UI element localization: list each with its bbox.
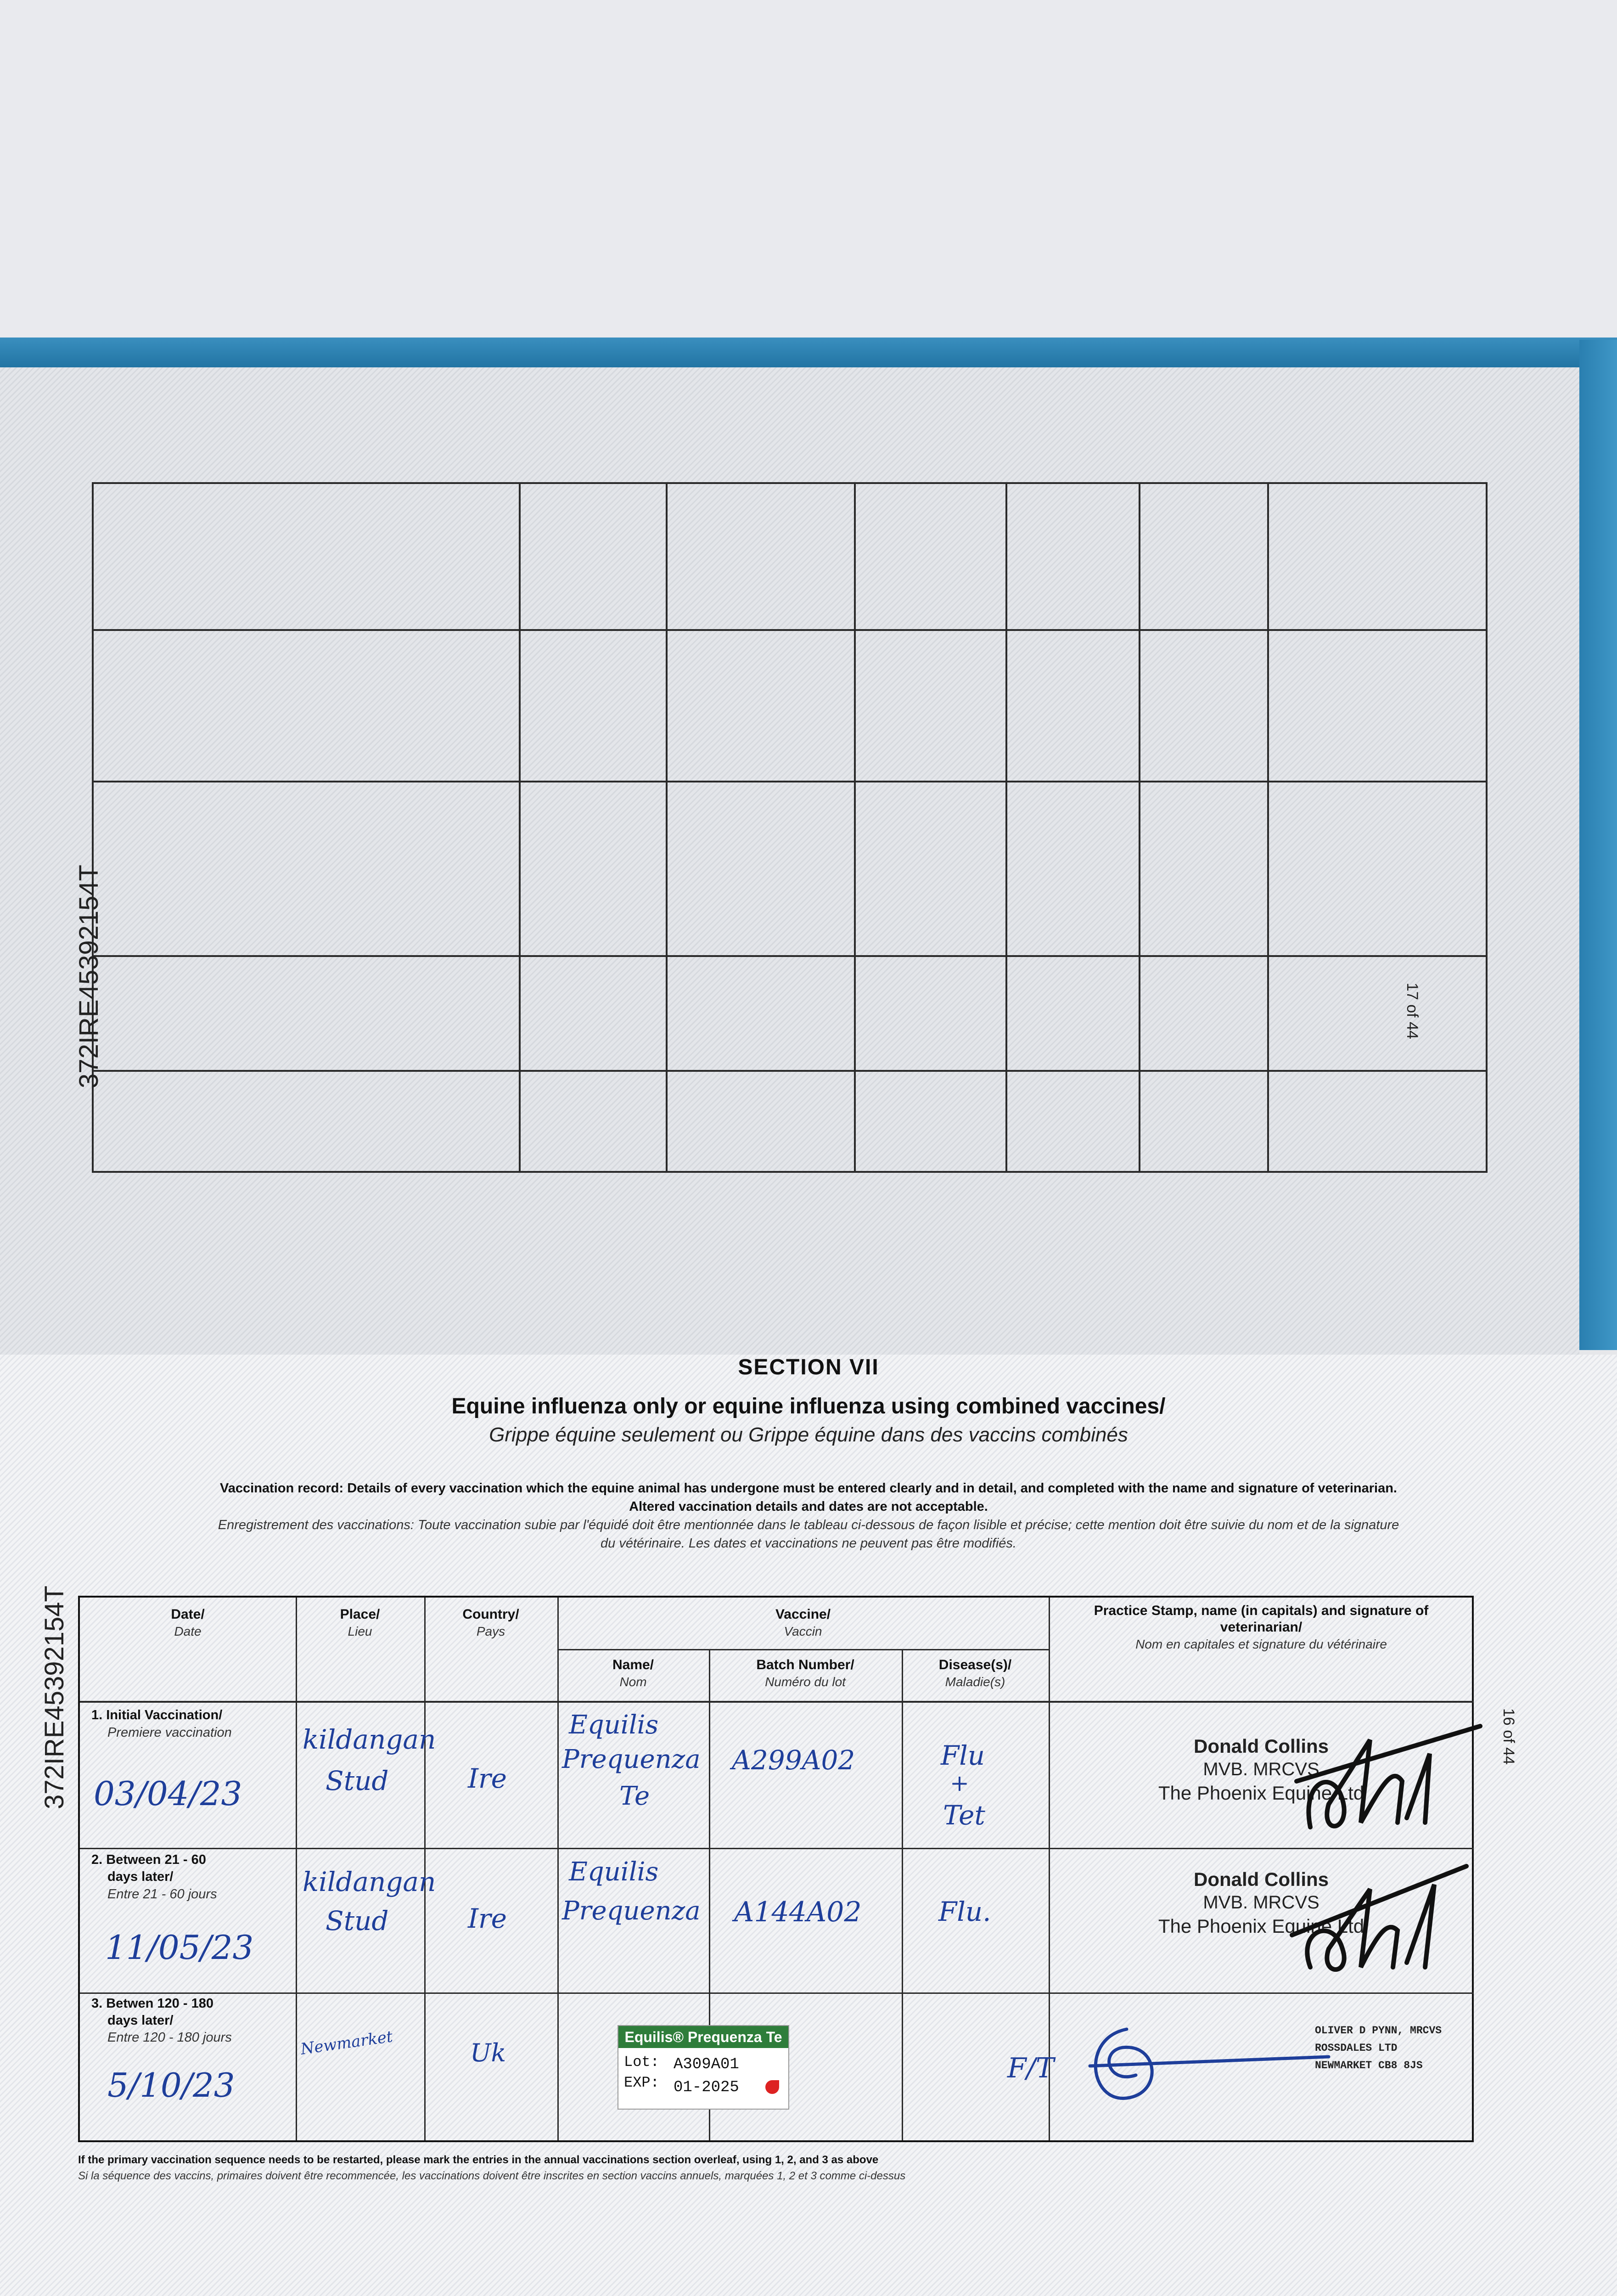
serial-number-upper: 372IRE45392154T <box>74 865 104 1088</box>
header-vaccine-fr: Vaccin <box>784 1624 822 1638</box>
header-country: Country/ <box>462 1607 519 1622</box>
row-3-disease: F/T <box>1007 2052 1054 2084</box>
sticker-lot-label: Lot: <box>624 2054 659 2071</box>
instruction-fr-1: Enregistrement des vaccinations: Toute vaccination subie par l'équidé doit être mentionnée dans le tableau ci-dessous de façon lisible et précise; cette mention doit être suivie du nom et de la signature <box>218 1518 1399 1532</box>
row-3-label-2: days later/ <box>107 2013 174 2028</box>
serial-number-lower: 372IRE45392154T <box>39 1586 69 1809</box>
header-place-fr: Lieu <box>348 1624 372 1638</box>
row-2-batch: A144A02 <box>734 1896 862 1928</box>
row-2-label-fr: Entre 21 - 60 jours <box>107 1887 217 1902</box>
row-2-date: 11/05/23 <box>105 1928 254 1967</box>
row-1-signature <box>1292 1712 1485 1841</box>
header-name-fr: Nom <box>619 1675 647 1689</box>
header-practice-2: veterinarian/ <box>1220 1620 1303 1635</box>
row-3-stamp-1: OLIVER D PYNN, MRCVS <box>1315 2025 1442 2037</box>
header-country-fr: Pays <box>476 1624 505 1638</box>
upper-page-table <box>92 482 1488 1171</box>
section-heading-en: Equine influenza only or equine influenza using combined vaccines/ <box>451 1394 1166 1418</box>
instruction-en-2: Altered vaccination details and dates are not acceptable. <box>629 1499 988 1514</box>
row-1-vet-practice: The Phoenix Equine Ltd <box>1158 1782 1364 1804</box>
header-batch: Batch Number/ <box>756 1657 854 1672</box>
header-disease: Disease(s)/ <box>938 1657 1012 1672</box>
row-2-country: Ire <box>468 1903 507 1934</box>
row-1-vaccine-3: Te <box>619 1781 650 1811</box>
row-2-label-2: days later/ <box>107 1869 174 1884</box>
sticker-lot: A309A01 <box>674 2056 739 2073</box>
row-1-vaccine-2: Prequenza <box>562 1745 701 1774</box>
row-3-label-fr: Entre 120 - 180 jours <box>107 2030 232 2045</box>
row-1-country: Ire <box>468 1763 507 1794</box>
page-number-upper: 17 of 44 <box>1404 983 1421 1039</box>
row-1-batch: A299A02 <box>732 1745 855 1776</box>
footer-note-fr: Si la séquence des vaccins, primaires doivent être recommencée, les vaccinations doivent être inscrites en section vaccins annuels, marquées 1, 2 et 3 comme ci-dessus <box>78 2170 906 2182</box>
row-3-date: 5/10/23 <box>107 2066 235 2105</box>
row-1-place-1: kildangan <box>303 1724 436 1755</box>
row-2-vaccine-2: Prequenza <box>562 1896 701 1926</box>
row-2-place-2: Stud <box>326 1905 389 1936</box>
row-1-label: 1. Initial Vaccination/ <box>91 1708 223 1722</box>
row-2-vet-name: Donald Collins <box>1194 1868 1329 1890</box>
row-2-label: 2. Between 21 - 60 <box>91 1852 206 1867</box>
row-1-vaccine-1: Equilis <box>569 1710 659 1740</box>
header-name: Name/ <box>612 1657 654 1672</box>
sticker-red-mark <box>765 2080 779 2094</box>
instruction-en-1: Vaccination record: Details of every vaccination which the equine animal has undergone must be entered clearly and in detail, and completed with the name and signature of veterinarian. <box>220 1481 1397 1496</box>
row-2-signature <box>1283 1857 1476 1981</box>
row-1-label-fr: Premiere vaccination <box>107 1725 232 1740</box>
row-1-date: 03/04/23 <box>94 1774 242 1813</box>
page-number-lower: 16 of 44 <box>1500 1708 1517 1765</box>
instruction-fr-2: du vétérinaire. Les dates et vaccinations ne peuvent pas être modifiés. <box>601 1536 1016 1551</box>
row-2-vet-quals: MVB. MRCVS <box>1203 1892 1319 1913</box>
row-2-vet-practice: The Phoenix Equine Ltd <box>1158 1915 1364 1937</box>
row-3-place-1: Newmarket <box>299 2027 394 2059</box>
header-place: Place/ <box>340 1607 380 1622</box>
row-2-vaccine-1: Equilis <box>569 1857 659 1887</box>
row-1-vet-name: Donald Collins <box>1194 1735 1329 1757</box>
sticker-brand: Equilis® Prequenza Te <box>618 2026 788 2048</box>
row-3-stamp-2: ROSSDALES LTD <box>1315 2042 1398 2054</box>
row-1-disease-2: + <box>950 1770 969 1796</box>
row-3-label: 3. Betwen 120 - 180 <box>91 1996 213 2011</box>
vaccine-label-sticker <box>618 2025 789 2110</box>
sticker-exp-label: EXP: <box>624 2074 659 2091</box>
passport-cover-side <box>1579 340 1617 1350</box>
row-1-place-2: Stud <box>326 1765 389 1796</box>
scanner-background <box>0 0 1617 340</box>
row-2-place-1: kildangan <box>303 1866 436 1897</box>
header-disease-fr: Maladie(s) <box>945 1675 1005 1689</box>
row-2-disease-1: Flu. <box>938 1896 991 1927</box>
row-3-stamp-3: NEWMARKET CB8 8JS <box>1315 2060 1423 2071</box>
header-date: Date/ <box>171 1607 205 1622</box>
header-batch-fr: Numéro du lot <box>765 1675 846 1689</box>
row-3-country: Uk <box>470 2038 506 2067</box>
header-practice: Practice Stamp, name (in capitals) and signature of <box>1094 1603 1429 1618</box>
row-1-disease-1: Flu <box>941 1740 985 1771</box>
footer-note-en: If the primary vaccination sequence needs to be restarted, please mark the entries in the annual vaccinations section overleaf, using 1, 2, and 3 as above <box>78 2154 879 2166</box>
row-3-signature <box>1072 2011 1347 2116</box>
sticker-exp: 01-2025 <box>674 2079 739 2096</box>
section-title: SECTION VII <box>738 1355 879 1379</box>
row-1-vet-quals: MVB. MRCVS <box>1203 1759 1319 1779</box>
header-vaccine: Vaccine/ <box>775 1607 831 1622</box>
row-1-disease-3: Tet <box>943 1800 985 1831</box>
header-date-fr: Date <box>174 1624 202 1638</box>
header-practice-fr: Nom en capitales et signature du vétérinaire <box>1135 1637 1387 1651</box>
section-heading-fr: Grippe équine seulement ou Grippe équine dans des vaccins combinés <box>489 1424 1128 1446</box>
